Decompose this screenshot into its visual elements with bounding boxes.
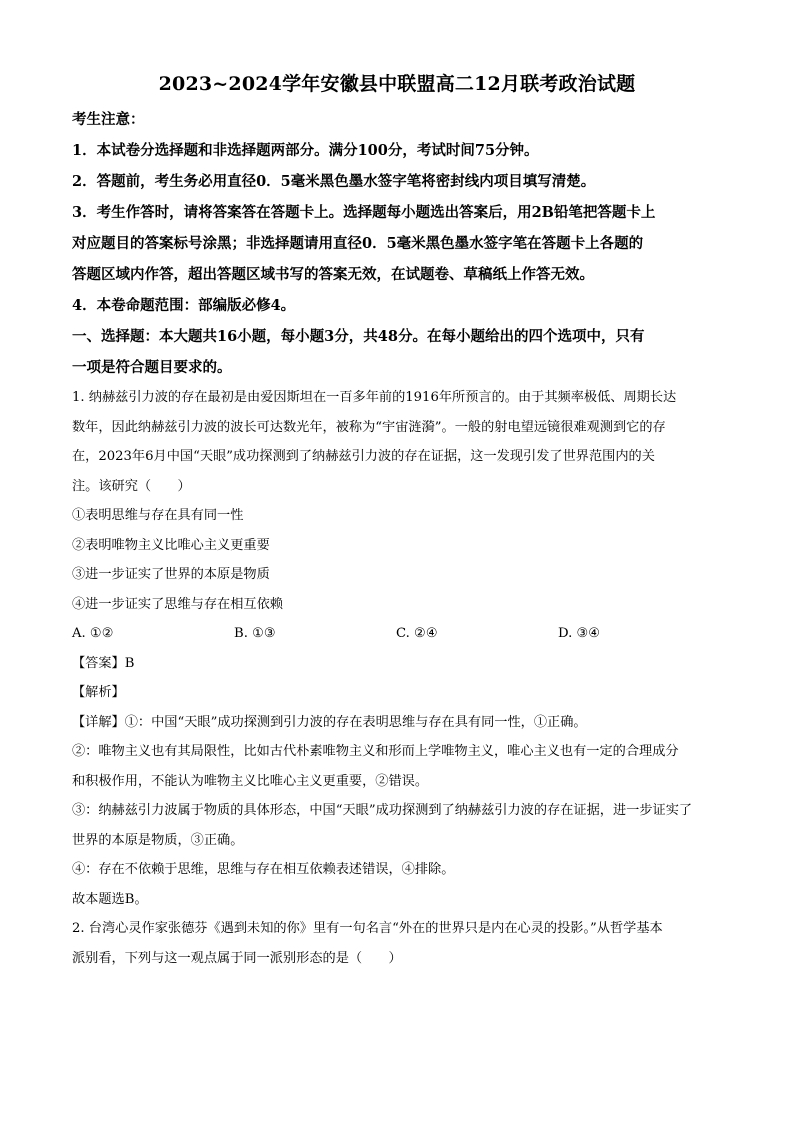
question-stem-line: 在，2023年6月中国“天眼”成功探测到了纳赫兹引力波的存在证据，这一发现引发了世界范围内的关 xyxy=(72,449,655,464)
answer-label: 【答案】 xyxy=(72,655,125,671)
detail-line: 世界的本原是物质，③正确。 xyxy=(72,832,244,848)
question-stem-line: 1. 纳赫兹引力波的存在最初是由爱因斯坦在一百多年前的1916年所预言的。由于其频率极低、周期长达 xyxy=(72,390,677,405)
question-2 xyxy=(72,914,722,973)
statement: ③进一步证实了世界的本原是物质 xyxy=(72,567,270,582)
detail-line: 故本题选B。 xyxy=(72,891,148,907)
option-b: B. ①③ xyxy=(234,626,276,641)
detail-line: ④：存在不依赖于思维，思维与存在相互依赖表述错误，④排除。 xyxy=(72,862,455,877)
detail-line: 【详解】①：中国“天眼”成功探测到引力波的存在表明思维与存在具有同一性，①正确。 xyxy=(72,714,587,730)
notice-item: 答题区域内作答，超出答题区域书写的答案无效，在试题卷、草稿纸上作答无效。 xyxy=(72,266,594,283)
option-a: A. ①② xyxy=(72,626,114,641)
notice-item: 4．本卷命题范围：部编版必修4。 xyxy=(72,297,296,314)
detail-line: 和积极作用，不能认为唯物主义比唯心主义更重要，②错误。 xyxy=(72,773,429,789)
answer-line xyxy=(72,649,722,679)
question-stem-line: 派别看，下列与这一观点属于同一派别形态的是（ ） xyxy=(72,950,402,966)
section-heading xyxy=(72,321,722,383)
question-1 xyxy=(72,383,722,914)
section-heading-line: 一、选择题：本大题共16小题，每小题3分，共48分。在每小题给出的四个选项中，只有 xyxy=(72,328,645,345)
document-page xyxy=(72,66,722,973)
question-stem-line: 注。该研究（ ） xyxy=(72,478,191,494)
option-d: D. ③④ xyxy=(558,626,601,641)
question-stem-line: 数年，因此纳赫兹引力波的波长可达数光年，被称为“宇宙涟漪”。一般的射电望远镜很难观测到它的存 xyxy=(72,419,666,435)
statement: ①表明思维与存在具有同一性 xyxy=(72,508,244,523)
notice-section xyxy=(72,104,722,321)
notice-item: 1．本试卷分选择题和非选择题两部分。满分100分，考试时间75分钟。 xyxy=(72,142,539,159)
detail-line: ③：纳赫兹引力波属于物质的具体形态，中国“天眼”成功探测到了纳赫兹引力波的存在证据，进一步证实了 xyxy=(72,803,693,818)
notice-item: 2．答题前，考生务必用直径0．5毫米黑色墨水签字笔将密封线内项目填写清楚。 xyxy=(72,173,596,190)
answer-options xyxy=(72,619,722,649)
notice-header: 考生注意： xyxy=(72,111,145,128)
answer-value: B xyxy=(124,655,135,671)
detail-line: ②：唯物主义也有其局限性，比如古代朴素唯物主义和形而上学唯物主义，唯心主义也有一定的合理成分 xyxy=(72,744,679,759)
option-c: C. ②④ xyxy=(396,626,438,641)
page-title: 2023~2024学年安徽县中联盟高二12月联考政治试题 xyxy=(158,73,636,95)
question-stem-line: 2. 台湾心灵作家张德芬《遇到未知的你》里有一句名言“外在的世界只是内在心灵的投影。”从哲学基本 xyxy=(72,921,663,936)
analysis-label: 【解析】 xyxy=(72,685,125,700)
statement: ②表明唯物主义比唯心主义更重要 xyxy=(72,537,270,553)
notice-item: 对应题目的答案标号涂黑；非选择题请用直径0．5毫米黑色墨水签字笔在答题卡上各题的 xyxy=(72,235,644,252)
notice-item: 3．考生作答时，请将答案答在答题卡上。选择题每小题选出答案后，用2B铅笔把答题卡上 xyxy=(72,204,656,221)
section-heading-line: 一项是符合题目要求的。 xyxy=(72,359,232,376)
statement: ④进一步证实了思维与存在相互依赖 xyxy=(72,596,283,612)
